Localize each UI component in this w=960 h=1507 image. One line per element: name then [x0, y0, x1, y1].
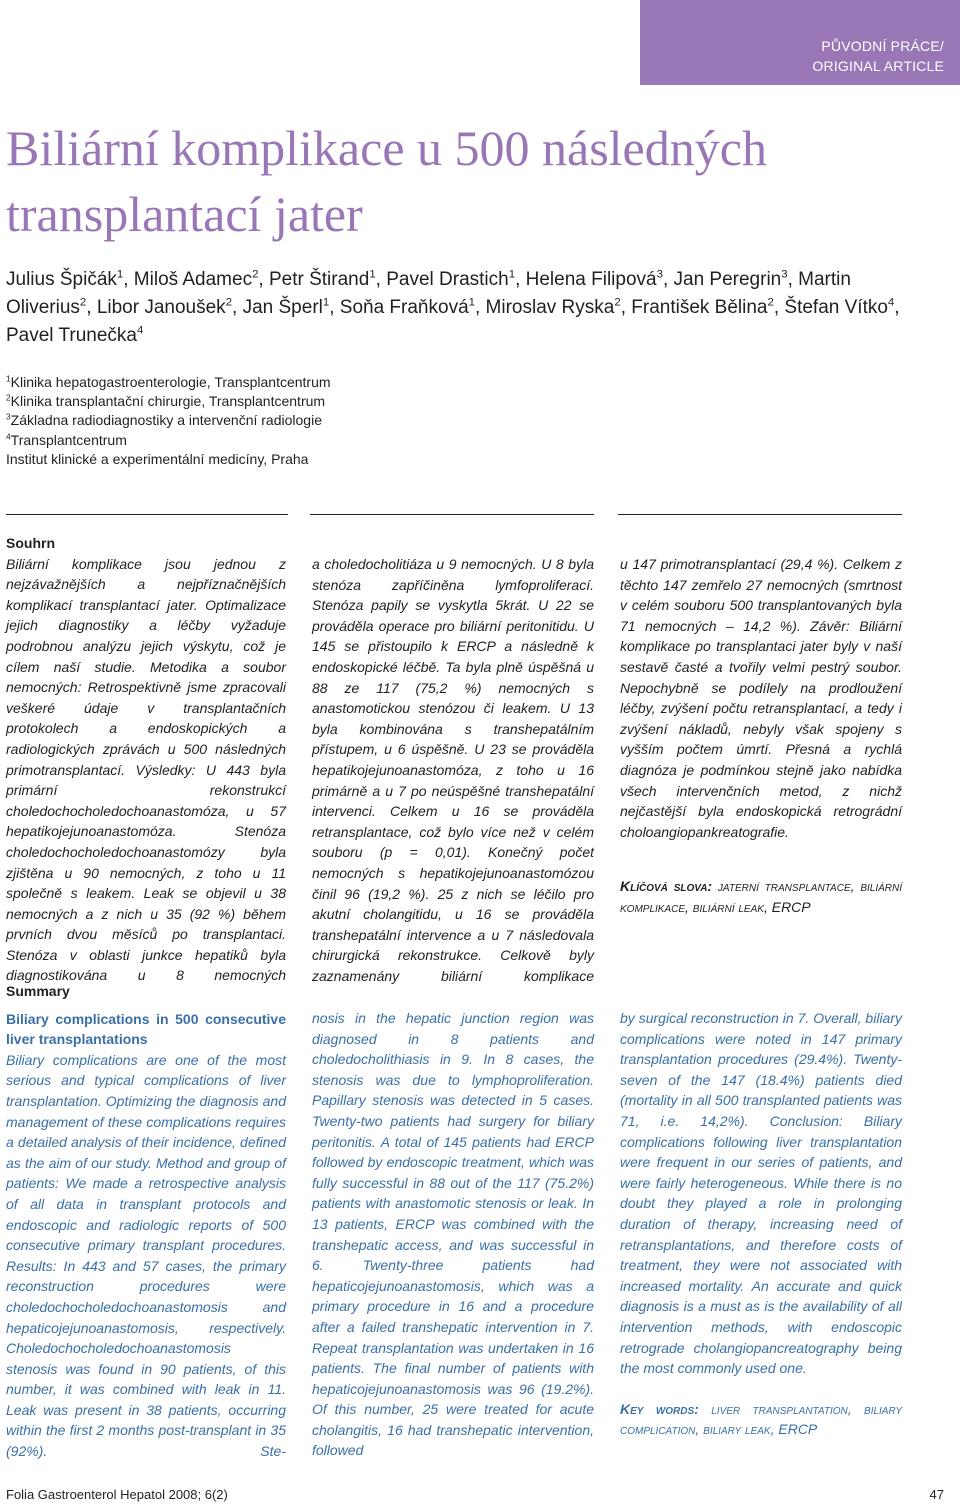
column-rule-2 — [310, 514, 594, 515]
affiliation-text: Transplantcentrum — [10, 431, 127, 448]
author-affiliation-number: 1 — [508, 268, 516, 281]
author-name: Miroslav Ryska — [485, 297, 615, 318]
author-name: Julius Špičák — [6, 269, 117, 290]
summary-keywords-tail: ERCP — [778, 1421, 818, 1438]
column-rule-3 — [618, 514, 902, 515]
author-affiliation-number: 3 — [656, 268, 663, 281]
souhrn-text-1: Biliární komplikace jsou jednou z nejzávažnějších a nejpříznačnějších komplikací transplantací jater. Optimalizace jejich diagnostiky a léčby vyžaduje podrobnou analýzu jejich výskytu, což je cílem naší studie. Metodika a soubor nemocných: Retrospektivně jsme zpracovali veškeré údaje v transplantačních protokolech a endoskopických a radiologických zprávách u 500 následných primotransplantací. Výsledky: U 443 byla primární rekonstrukcí choledochocholedochoanastomóza, u 57 hepatikojejunoanastomóza. Stenóza choledochocholedochoanastomózy byla zjištěna u 90 nemocných, z toho u 11 společně s leakem. Leak se objevil u 38 nemocných a z nich u 35 (92 %) během prvních dvou měsíců po transplantaci. Stenóza v oblasti junkce hepatiků byla diagnostikována u 8 nemocných — [6, 555, 286, 984]
summary-title: Biliary complications in 500 consecutive liver transplantations — [6, 1010, 286, 1048]
souhrn-keywords — [620, 876, 902, 917]
author-name: Helena Filipová — [525, 269, 657, 290]
journal-citation: Folia Gastroenterol Hepatol 2008; 6(2) — [6, 1487, 228, 1502]
souhrn-column-1 — [6, 533, 286, 986]
affiliations — [6, 373, 606, 469]
author-affiliation-number: 2 — [252, 268, 259, 281]
article-title: Biliární komplikace u 500 následných transplantací jater — [6, 120, 767, 242]
affiliation-text: Klinika hepatogastroenterologie, Transplantcentrum — [10, 374, 331, 390]
author-name: Miloš Adamec — [133, 269, 253, 290]
summary-text-3: by surgical reconstruction in 7. Overall, biliary complications were noted in 147 primary transplantation procedures (29.4%). Twenty-seven of the 147 (18.4%) patients died (mortality in all 500 transplanted patients was 71, i.e. 14,2%). Conclusion: Biliary complications following liver transplantation were frequent in our series of patients, and were fairly heterogeneous. While there is no doubt they played a role in prolonging duration of therapy, increasing need of retransplantations, and therefore costs of treatment, they were not associated with increased mortality. An accurate and quick diagnosis is a must as is the availability of all intervention methods, with endoscopic retrograde cholangiopancreatography being the most commonly used one. — [620, 1010, 902, 1377]
article-type-banner — [640, 0, 960, 85]
affiliation-number: 2 — [6, 392, 11, 403]
souhrn-column-2 — [312, 554, 594, 986]
author-name: Petr Štirand — [268, 269, 370, 290]
author-affiliation-number: 2 — [614, 296, 621, 309]
author-affiliation-number: 1 — [369, 268, 376, 281]
souhrn-heading: Souhrn — [6, 535, 55, 551]
summary-keywords-label: Key words: — [620, 1400, 699, 1417]
article-type-czech: PŮVODNÍ PRÁCE/ — [821, 38, 944, 54]
author-name: Jan Peregrin — [673, 269, 782, 290]
author-name: Soňa Fraňková — [339, 297, 469, 318]
affiliation-line — [6, 392, 606, 411]
author-name: Jan Šperl — [242, 297, 323, 318]
author-affiliation-number: 3 — [781, 268, 788, 281]
souhrn-keywords-tail: ERCP — [771, 898, 811, 915]
author-list: Julius Špičák$^1$, Miloš Adamec$^2$, Petr Štirand$^1$, Pavel Drastich$^1$, Helena Filipová$^3$, Jan Peregrin$^3$, Martin Oliverius$^2$, Libor Janoušek$^2$, Jan Šperl$^1$, Soňa Fraňková$^1$, Miroslav Ryska$^2$, František Bělina$^2$, Štefan Vítko$^4$, Pavel Trunečka$^4$ — [6, 268, 900, 346]
affiliation-line — [6, 411, 606, 430]
author-name: Pavel Drastich — [386, 269, 509, 290]
author-name: Štefan Vítko — [784, 297, 888, 318]
author-affiliation-number: 1 — [116, 268, 124, 281]
souhrn-text-2: a choledocholitiáza u 9 nemocných. U 8 byla stenóza zapříčiněna lymfoproliferací. Stenóza papily se vyskytla 5krát. U 22 se prováděla operace pro biliární peritonitidu. U 145 se přistoupilo k ERCP a následně k endoskopické léčbě. Ta byla plně úspěšná u 88 ze 117 (75,2 %) nemocných s anastomotickou stenózou či leakem. U 13 byla kombinována s transhepatálním přístupem, u 6 úspěšně. U 23 se prováděla hepatikojejunoanastomóza, z toho u 16 primárně a u 7 po neúspěšné transhepatální intervenci. Celkem u 16 se prováděla retransplantace, což bylo více než v celém souboru (p = 0,01). Konečný počet nemocných s hepatikojejunoanastomózou činil 96 (19,2 %). 25 z nich se léčilo pro akutní cholangitidu, u 16 se prováděla transhepatální intervence a u 7 následovala chirurgická rekonstrukce. Celkově byly zaznamenány biliární komplikace — [312, 556, 594, 984]
summary-text-1: Biliary complications are one of the most serious and typical complications of liver transplantation. Optimizing the diagnosis and management of these complications requires a detailed analysis of their incidence, defined as the aim of our study. Method and group of patients: We made a retrospective analysis of all data in transplant protocols and endoscopic and radiologic reports of 500 consecutive primary transplant procedures. Results: In 443 and 57 cases, the primary reconstruction procedures were choledochocholedochoanastomosis and hepaticojejunoanastomosis, respectively. Choledochocholedochoanastomosis stenosis was found in 90 patients, of this number, it was combined with leak in 11. Leak was present in 38 patients, occurring within the first 2 months post-transplant in 35 (92%). Ste- — [6, 1051, 286, 1460]
souhrn-text-3: u 147 primotransplantací (29,4 %). Celkem z těchto 147 zemřelo 27 nemocných (smrtnost v celém souboru 500 transplantovaných byla 71 nemocných – 14,2 %). Závěr: Biliární komplikace po transplantaci jater byly v naší sestavě časté a tvořily velmi pestrý soubor. Nepochybně se podílely na prodloužení léčby, zvýšení počtu retransplantací, a tedy i zvýšení nákladů, nebyly však spojeny s vyšším počtem úmrtí. Přesná a rychlá diagnóza je podmínkou stejně jako nabídka všech intervenčních metod, z nichž nejčastější byla endoskopická retrográdní choloangiopankreatografie. — [620, 556, 902, 840]
author-affiliation-number: 2 — [225, 296, 233, 309]
souhrn-keywords-label: Klíčová slova: — [620, 878, 713, 895]
affiliation-line — [6, 450, 606, 469]
affiliation-line — [6, 373, 606, 392]
affiliation-number: 4 — [6, 430, 11, 441]
affiliation-number: 1 — [6, 373, 11, 384]
author-affiliation-number: 1 — [468, 296, 475, 309]
author-name: Martin Oliverius — [6, 269, 851, 318]
author-affiliation-number: 2 — [767, 296, 774, 309]
summary-text-2: nosis in the hepatic junction region was diagnosed in 8 patients and choledocholithiasis in 9. In 8 cases, the stenosis was due to lymphoproliferation. Papillary stenosis was detected in 5 cases. Twenty-two patients had surgery for biliary peritonitis. A total of 145 patients had ERCP followed by endoscopic treatment, which was fully successful in 88 out of the 117 (75.2%) patients with anastomotic stenosis or leak. In 13 patients, ERCP was combined with the transhepatic access, and was successful in 6. Twenty-three patients had hepaticojejunoanastomosis, which was a primary procedure in 16 and a procedure after a failed transhepatic intervention in 7. Repeat transplantation was undertaken in 16 patients. The final number of patients with hepaticojejunoanastomosis was 96 (19.2%). Of this number, 25 were treated for acute cholangitis, 16 had transhepatic intervention, followed — [312, 1010, 594, 1459]
summary-keywords-text: liver transplantation, biliary complication, biliary leak, — [620, 1400, 903, 1438]
summary-keywords — [620, 1399, 902, 1440]
affiliation-text: Klinika transplantační chirurgie, Transplantcentrum — [10, 393, 326, 410]
summary-column-3 — [620, 1008, 902, 1440]
affiliation-text: Institut klinické a experimentální medicíny, Praha — [6, 450, 309, 467]
summary-column-2 — [312, 1008, 594, 1461]
affiliation-text: Základna radiodiagnostiky a intervenční radiologie — [10, 412, 322, 429]
author-name: František Bělina — [631, 297, 768, 318]
author-affiliation-number: 4 — [136, 324, 144, 337]
author-name: Libor Janoušek — [96, 297, 226, 318]
author-affiliation-number: 2 — [79, 296, 87, 309]
author-name: Pavel Trunečka — [6, 325, 137, 346]
summary-heading: Summary — [6, 983, 70, 999]
souhrn-column-3 — [620, 554, 902, 918]
page-number: 47 — [929, 1487, 944, 1502]
author-affiliation-number: 1 — [322, 296, 330, 309]
souhrn-keywords-text: jaterní transplantace, biliární komplikace, biliární leak, — [620, 878, 903, 915]
column-rule-1 — [6, 514, 288, 515]
affiliation-number: 3 — [6, 411, 11, 422]
author-affiliation-number: 4 — [887, 296, 895, 309]
article-type-english: ORIGINAL ARTICLE — [812, 58, 944, 74]
summary-column-1 — [6, 981, 286, 1462]
affiliation-line — [6, 431, 606, 450]
